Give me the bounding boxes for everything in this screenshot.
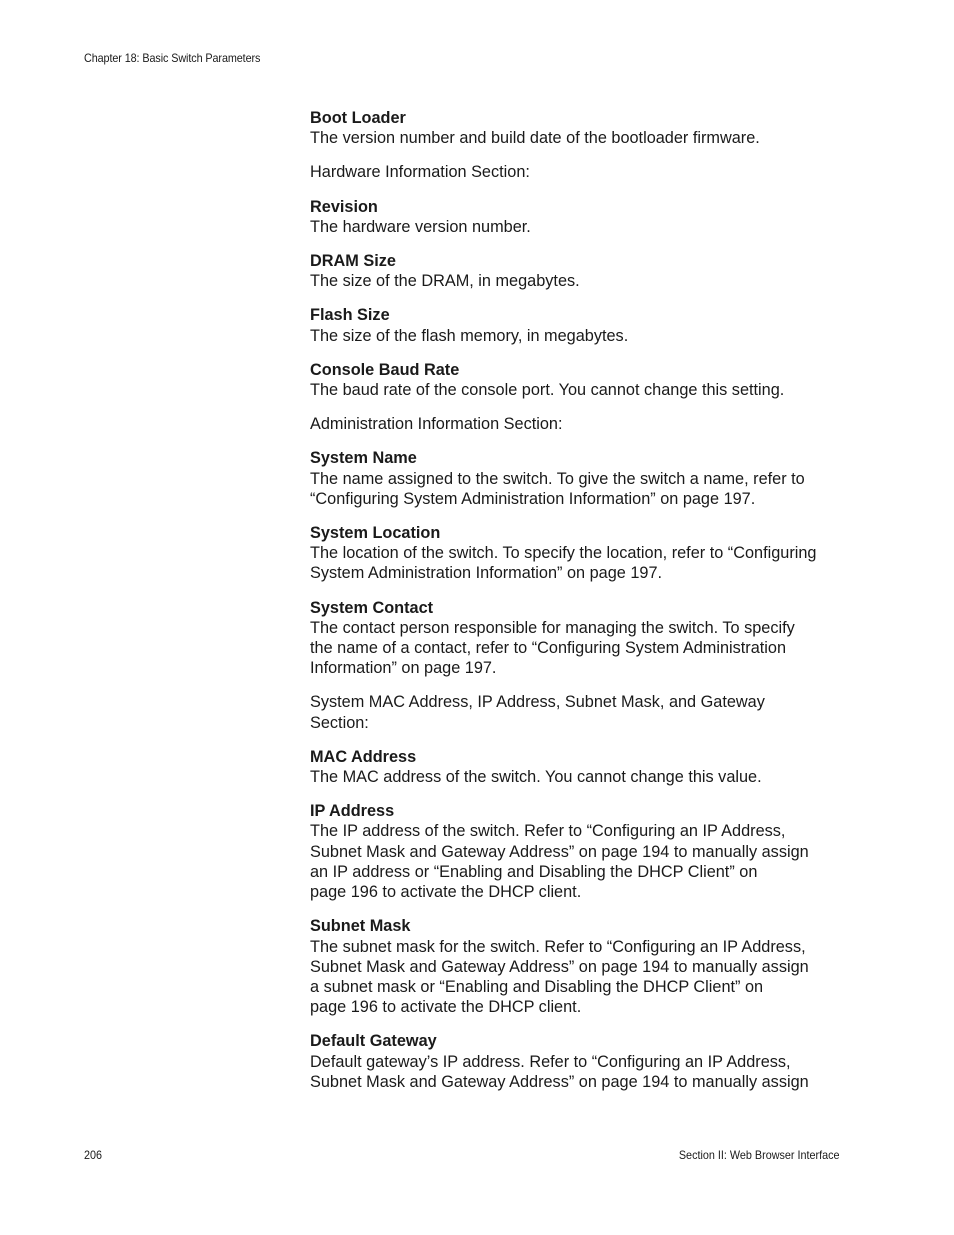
section-label-hardware: Hardware Information Section: — [310, 163, 530, 182]
term-description-line: a subnet mask or “Enabling and Disabling the DHCP Client” on — [310, 977, 764, 996]
term-description-line: “Configuring System Administration Information” on page 197. — [310, 489, 756, 508]
term-heading: System Name — [310, 449, 417, 468]
definition-subnet-mask — [310, 916, 850, 1017]
term-description-line: The contact person responsible for managing the switch. To specify — [310, 618, 795, 637]
definition-system-contact — [310, 598, 850, 679]
definition-ip-address — [310, 801, 850, 902]
term-heading: Default Gateway — [310, 1032, 437, 1051]
term-description-line: System Administration Information” on page 197. — [310, 564, 663, 583]
term-heading: Revision — [310, 197, 378, 216]
term-description: The version number and build date of the bootloader firmware. — [310, 129, 760, 148]
section-label-network — [310, 692, 850, 732]
term-heading: DRAM Size — [310, 252, 396, 271]
term-description-line: The location of the switch. To specify the location, refer to “Configuring — [310, 544, 817, 563]
term-heading: System Contact — [310, 598, 434, 617]
term-heading: IP Address — [310, 802, 395, 821]
definition-system-name — [310, 448, 850, 509]
definition-dram-size — [310, 251, 850, 291]
term-description-line: The name assigned to the switch. To give the switch a name, refer to — [310, 469, 805, 488]
term-description: The hardware version number. — [310, 217, 531, 236]
term-description-line: page 196 to activate the DHCP client. — [310, 883, 582, 902]
term-description-line: the name of a contact, refer to “Configuring System Administration — [310, 639, 787, 658]
definition-default-gateway — [310, 1031, 850, 1092]
section-label-administration: Administration Information Section: — [310, 415, 563, 434]
definition-flash-size — [310, 305, 850, 345]
term-description-line: The IP address of the switch. Refer to “Configuring an IP Address, — [310, 822, 786, 841]
term-heading: Console Baud Rate — [310, 360, 460, 379]
term-heading: MAC Address — [310, 747, 417, 766]
section-label-line: Section: — [310, 713, 369, 732]
term-description: The size of the DRAM, in megabytes. — [310, 272, 580, 291]
term-heading: Flash Size — [310, 306, 390, 325]
term-description-line: an IP address or “Enabling and Disabling the DHCP Client” on — [310, 862, 758, 881]
term-heading: Boot Loader — [310, 109, 406, 127]
term-description: The MAC address of the switch. You cannot change this value. — [310, 768, 762, 787]
definition-mac-address — [310, 747, 850, 787]
definition-revision — [310, 197, 850, 237]
term-description-line: Default gateway’s IP address. Refer to “Configuring an IP Address, — [310, 1052, 791, 1071]
section-label-line: System MAC Address, IP Address, Subnet Mask, and Gateway — [310, 693, 765, 712]
definition-boot-loader — [310, 108, 850, 148]
definition-console-baud-rate — [310, 360, 850, 400]
term-heading: Subnet Mask — [310, 917, 411, 936]
term-description: The size of the flash memory, in megabytes. — [310, 326, 629, 345]
definition-system-location — [310, 523, 850, 584]
term-description: The baud rate of the console port. You cannot change this setting. — [310, 381, 785, 400]
term-description-line: Information” on page 197. — [310, 659, 497, 678]
page-content — [310, 108, 850, 1106]
running-footer-section: Section II: Web Browser Interface — [679, 1148, 840, 1162]
term-description-line: Subnet Mask and Gateway Address” on page 194 to manually assign — [310, 842, 809, 861]
term-description-line: page 196 to activate the DHCP client. — [310, 998, 582, 1017]
running-header: Chapter 18: Basic Switch Parameters — [84, 51, 261, 65]
term-description-line: Subnet Mask and Gateway Address” on page 194 to manually assign — [310, 957, 809, 976]
term-description-line: Subnet Mask and Gateway Address” on page 194 to manually assign — [310, 1072, 809, 1091]
term-heading: System Location — [310, 524, 441, 543]
term-description-line: The subnet mask for the switch. Refer to “Configuring an IP Address, — [310, 937, 806, 956]
page-number: 206 — [84, 1148, 103, 1162]
